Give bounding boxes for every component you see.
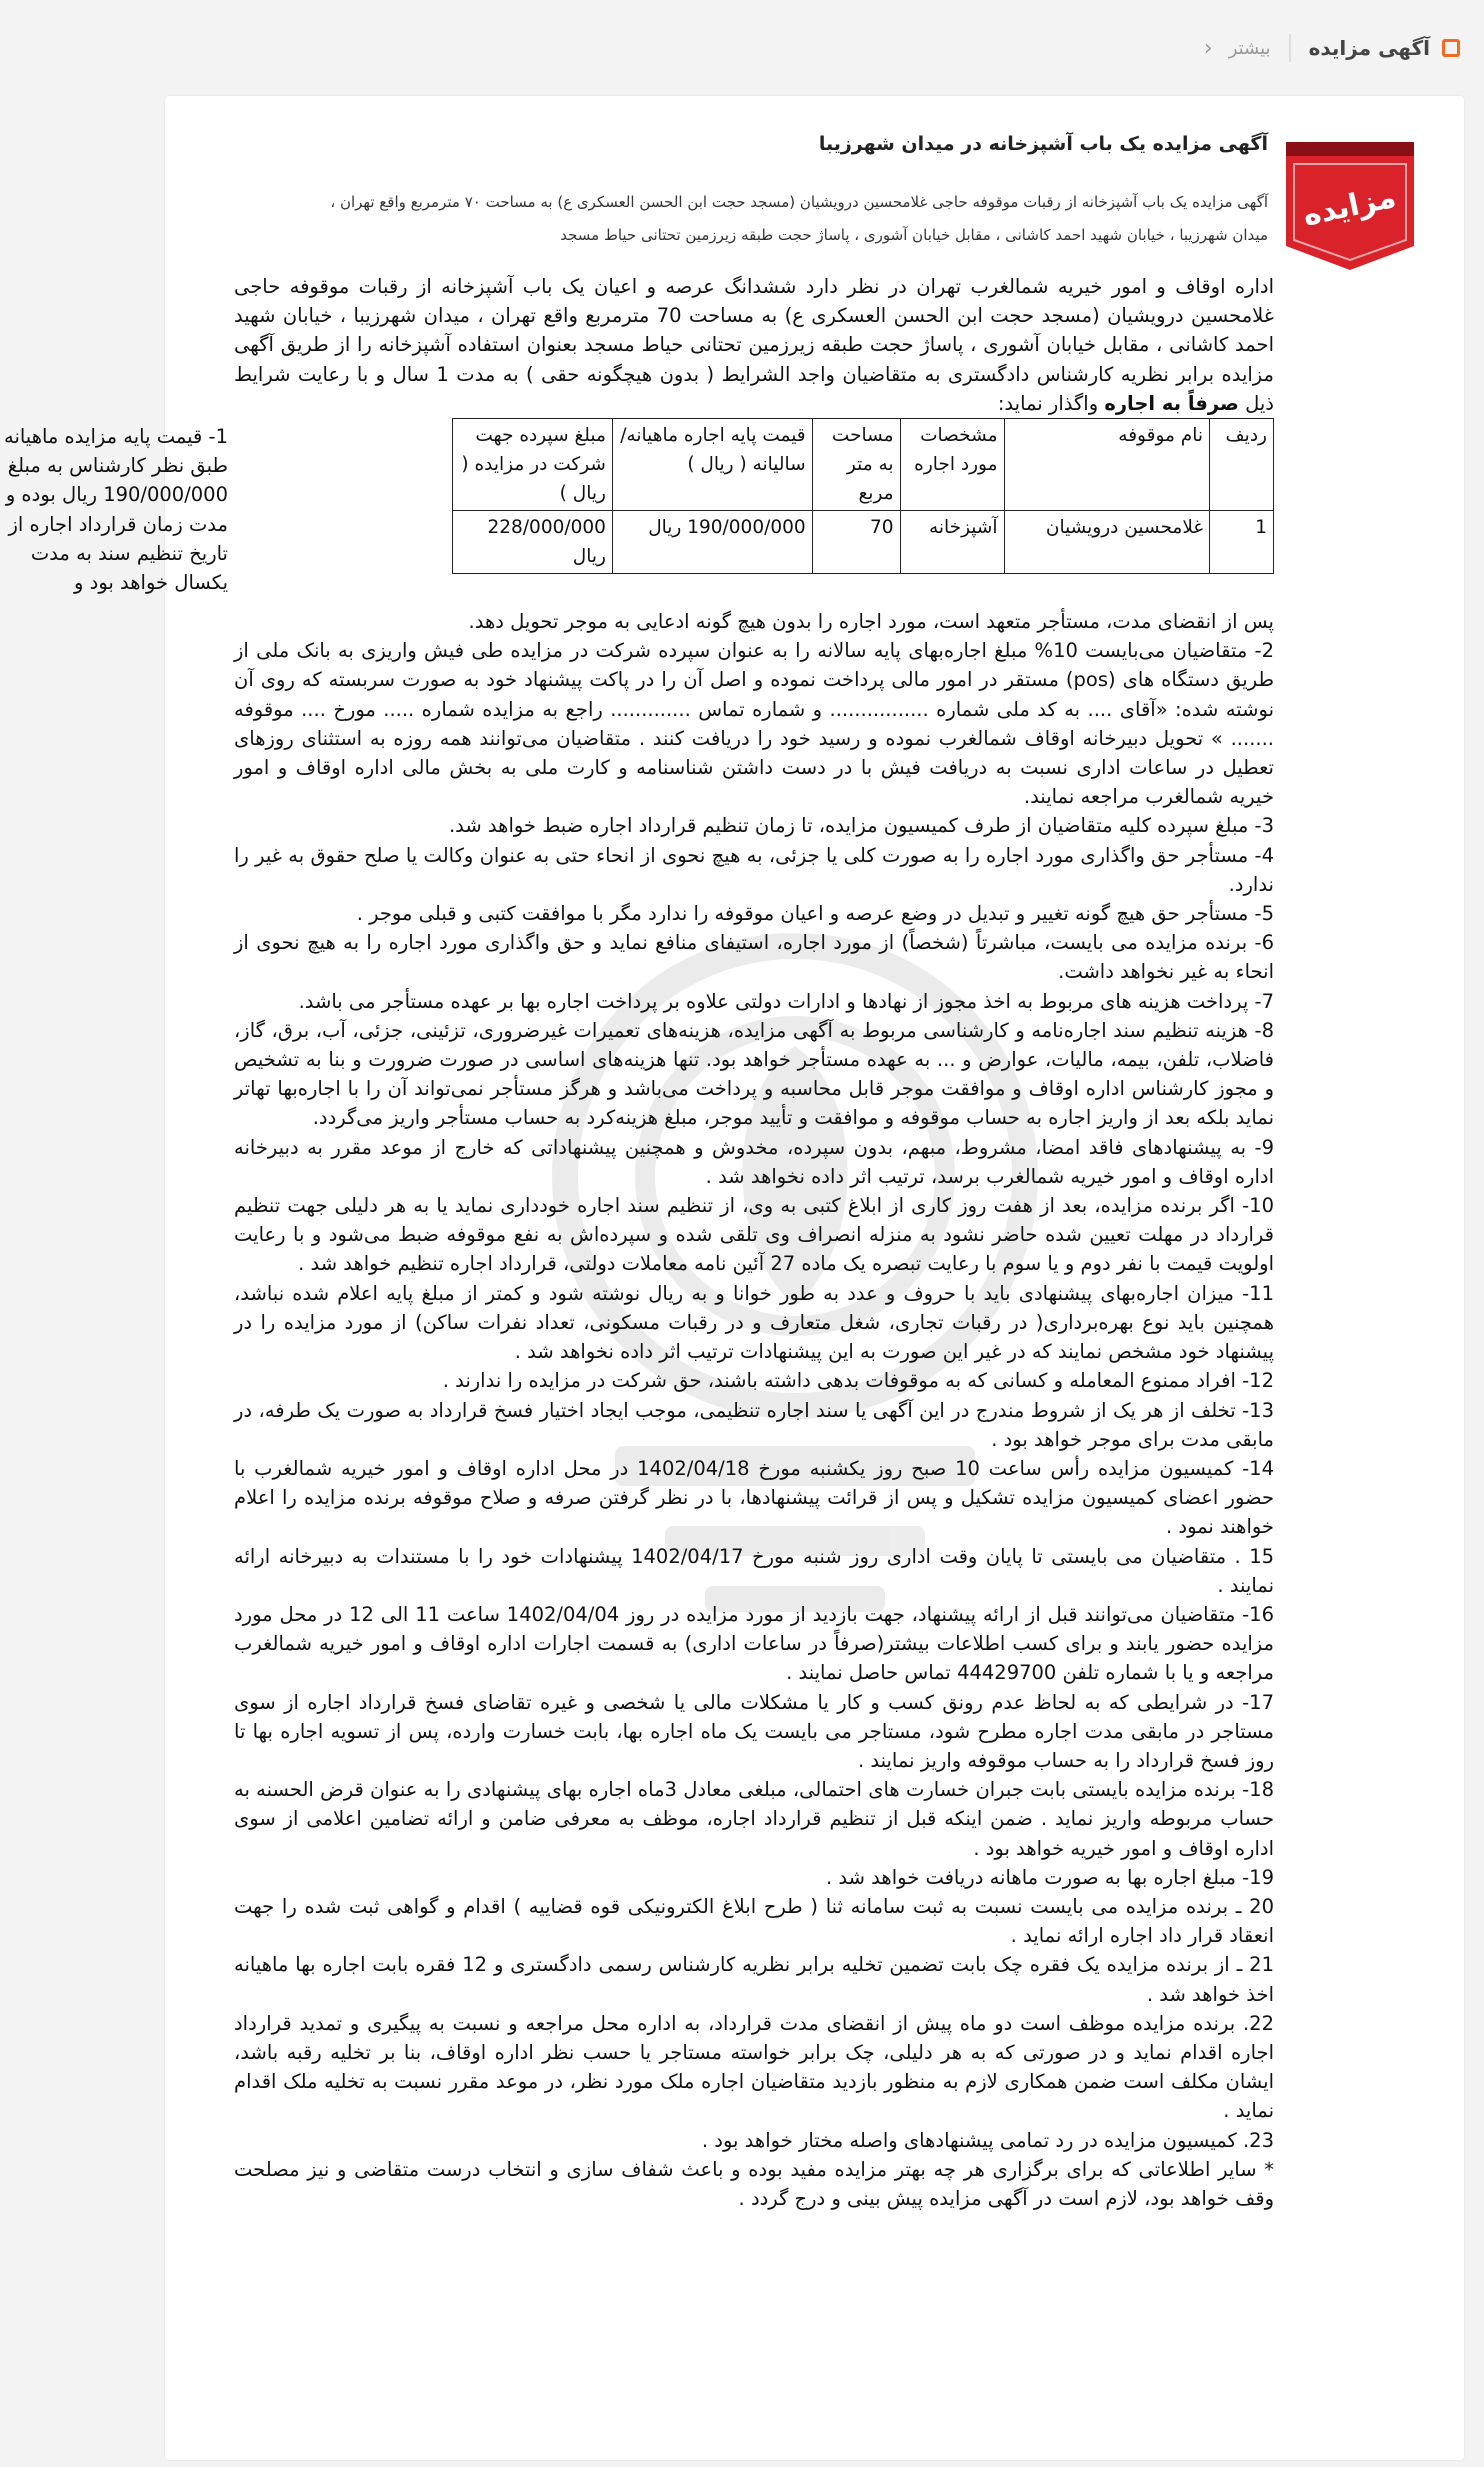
- clause-paragraph: 22. برنده مزایده موظف است دو ماه پیش از انقضای مدت قرارداد، به اداره محل مراجعه و نسبت به پیگیری و تمدید قرارداد اجاره اقدام نماید و در صورتی که به هر دلیلی، چک برابر خواسته مستاجر یا حسب نظر اداره اوقاف، بنا بر تخلیه رقبه باشد، ایشان مکلف است ضمن همکاری لازم به منظور بازدید متقاضیان اجاره ملک مورد نظر، در موعد مقرر نسبت به تخلیه ملک اقدام نماید .: [234, 2011, 1274, 2123]
- breadcrumb-divider: [1289, 34, 1291, 62]
- notice-icon: [1442, 39, 1460, 57]
- clause-paragraph: 9- به پیشنهادهای فاقد امضا، مشروط، مبهم، بدون سپرده، مخدوش و همچنین پیشنهاداتی که خارج از موعد مقرر به دبیرخانه اداره اوقاف و امور خیریه شمالغرب برسد، ترتیب اثر داده نخواهد شد .: [234, 1135, 1274, 1188]
- clause-paragraph: پس از انقضای مدت، مستأجر متعهد است، مورد اجاره را بدون هیچ گونه ادعایی به موجر تحویل دهد.: [468, 610, 1274, 634]
- table-cell: 70: [812, 511, 900, 574]
- notice-title: آگهی مزایده یک باب آشپزخانه در میدان شهرزیبا: [818, 133, 1268, 155]
- intro-paragraph: اداره اوقاف و امور خیریه شمالغرب تهران در نظر دارد ششدانگ عرصه و اعیان یک باب آشپزخانه از رقبات موقوفه حاجی غلامحسین درویشیان (مسجد حجت ابن الحسن العسکری ع) به مساحت 70 مترمربع واقع تهران ، میدان شهرزیبا ، خیابان شهید احمد کاشانی ، مقابل خیابان آشوری ، پاساژ حجت طبقه زیرزمین تحتانی حیاط مسجد بعنوان استفاده آشپزخانه را از طریق آگهی مزایده برابر نظریه کارشناس دادگستری به متقاضیان واجد الشرایط ( بدون هیچگونه حقی ) به مدت 1 سال و با رعایت شرایط ذیل صرفاً به اجاره واگذار نماید:: [234, 275, 1274, 415]
- clause-paragraph: 19- مبلغ اجاره بها به صورت ماهانه دریافت خواهد شد .: [826, 1865, 1274, 1889]
- clauses-list: [234, 607, 1274, 2213]
- clause-paragraph: 17- در شرایطی که به لحاظ عدم رونق کسب و کار یا مشکلات مالی یا شخصی و غیره تقاضای فسخ قرارداد اجاره از سوی مستاجر در مابقی مدت اجاره مطرح شود، مستاجر می بایست یک ماه اجاره بها، بابت خسارت وارده، پس از تسویه اجاره بها تا روز فسخ قرارداد را به حساب موقوفه واریز نمایند .: [234, 1690, 1274, 1772]
- clause-paragraph: 23. کمیسیون مزایده در رد تمامی پیشنهادهای واصله مختار خواهد بود .: [701, 2128, 1274, 2152]
- table-header-cell: مبلغ سپرده جهت شرکت در مزایده ( ریال ): [453, 419, 613, 511]
- table-header-cell: قیمت پایه اجاره ماهیانه/سالیانه ( ریال ): [612, 419, 812, 511]
- table-cell: 1: [1210, 511, 1274, 574]
- clause-paragraph: 7- پرداخت هزینه های مربوط به اخذ مجوز از نهادها و ادارات دولتی علاوه بر پرداخت اجاره بها بر عهده مستأجر می باشد.: [298, 989, 1274, 1013]
- table-header-cell: مشخصات مورد اجاره: [900, 419, 1004, 511]
- clause-paragraph: 8- هزینه تنظیم سند اجاره‌نامه و کارشناسی مربوط به آگهی مزایده، هزینه‌های تعمیرات غیرضروری، تزئینی، جزئی، آب، برق، گاز، فاضلاب، تلفن، بیمه، مالیات، عوارض و ... به عهده مستأجر خواهد بود. تنها هزینه‌های اساسی در صورت ضرورت و بنا به تشخیص و مجوز کارشناس اداره اوقاف و موافقت موجر قابل محاسبه و پرداخت می‌باشد و هرگز مستأجر نمی‌تواند آن را با اجاره‌بها تهاتر نماید بلکه بعد از واریز اجاره به حساب موقوفه و موافقت و تأیید موجر، مبلغ هزینه‌کرد به حساب مستأجر واریز می‌گردد.: [234, 1018, 1274, 1130]
- clause-paragraph: 10- اگر برنده مزایده، بعد از هفت روز کاری از ابلاغ کتبی به وی، از تنظیم سند اجاره خودداری نماید یا به هر دلیلی جهت تنظیم قرارداد در مهلت تعیین شده حاضر نشود به منزله انصراف وی تلقی شده و سپرده‌اش به نفع موقوفه ضبط می‌شود و با رعایت اولویت قیمت با نفر دوم و یا سوم با رعایت تبصره یک ماده 27 آئین نامه معاملات دولتی، قرارداد اجاره تنظیم خواهد شد .: [234, 1194, 1274, 1276]
- badge-label: مزایده: [1299, 179, 1400, 234]
- clause-paragraph: 14- کمیسیون مزایده رأس ساعت 10 صبح روز یکشنبه مورخ 1402/04/18 در محل اداره اوقاف و امور خیریه شمالغرب با حضور اعضای کمیسیون مزایده تشکیل و پس از قرائت پیشنهادها، با در نظر گرفتن صرفه و صلاح موقوفه برنده مزایده را اعلام خواهند نمود .: [234, 1456, 1274, 1539]
- table-cell: 228/000/000 ریال: [453, 511, 613, 574]
- lease-table-area: [3, 418, 1274, 605]
- summary-line-1: آگهی مزایده یک باب آشپزخانه از رقبات موقوفه حاجی غلامحسین درویشیان (مسجد حجت ابن الحسن العسکری ع) به مساحت ۷۰ مترمربع واقع تهران ،: [330, 193, 1268, 211]
- table-row: [453, 511, 1274, 574]
- notice-body: [3, 272, 1275, 2213]
- table-header-cell: مساحت به متر مربع: [812, 419, 900, 511]
- clause-paragraph: 15 . متقاضیان می بایستی تا پایان وقت اداری روز شنبه مورخ 1402/04/17 پیشنهادات خود را با مستندات به دبیرخانه ارائه نمایند .: [234, 1544, 1275, 1597]
- table-cell: 190/000/000 ریال: [612, 511, 812, 574]
- lease-table: [452, 418, 1274, 574]
- breadcrumb-home[interactable]: آگهی مزایده: [1308, 36, 1430, 60]
- breadcrumb-bar: [145, 0, 1484, 96]
- clause-paragraph: 3- مبلغ سپرده کلیه متقاضیان از طرف کمیسیون مزایده، تا زمان تنظیم قرارداد اجاره ضبط خواهد شد.: [448, 814, 1274, 838]
- clause-paragraph: 2- متقاضیان می‌بایست 10% مبلغ اجاره‌بهای پایه سالانه را به عنوان سپرده شرکت در مزایده طی فیش واریزی به بانک ملی از طریق دستگاه های (pos) مستقر در امور مالی پرداخت نموده و اصل آن را در پاکت پیشنهاد خود به صورت سربسته که روی آن نوشته شده: «آقای .... به کد ملی شماره ................ و شماره تماس ............. راجع به مزایده شماره ..... مورخ .... موقوفه ....... » تحویل دبیرخانه اوقاف شمالغرب نموده و رسید خود را دریافت کنند . متقاضیان می‌توانند همه روزه به استثنای روزهای تعطیل در ساعات اداری نسبت به دریافت فیش با در دست داشتن شناسنامه و کارت ملی به بخش مالی اداره اوقاف و امور خیریه شمالغرب مراجعه نمایند.: [234, 639, 1275, 809]
- clause-paragraph: 5- مستأجر حق هیچ گونه تغییر و تبدیل در وضع عرصه و اعیان موقوفه را ندارد مگر با موافقت کتبی و قبلی موجر .: [356, 902, 1274, 926]
- table-cell: آشپزخانه: [900, 511, 1004, 574]
- clause-1-note: 1- قیمت پایه مزایده ماهیانه طبق نظر کارشناس به مبلغ 190/000/000 ریال بوده و مدت زمان قرارداد اجاره از تاریخ تنظیم سند به مدت یکسال خواهد بود و: [3, 425, 228, 595]
- clause-paragraph: 18- برنده مزایده بایستی بابت جبران خسارت های احتمالی، مبلغی معادل 3ماه اجاره بهای پیشنهادی را به عنوان قرض الحسنه به حساب مربوطه واریز نماید . ضمن اینکه قبل از تنظیم قرارداد اجاره، موظف به معرفی ضامن و ارائه تضامین اعلامی از سوی اداره اوقاف و امور خیریه خواهد بود .: [234, 1778, 1274, 1860]
- clause-paragraph: * سایر اطلاعاتی که برای برگزاری هر چه بهتر مزایده مفید بوده و باعث شفاف سازی و انتخاب درست متقاضی و نیز مصلحت وقف خواهد بود، لازم است در آگهی مزایده پیش بینی و درج گردد .: [234, 2157, 1274, 2210]
- table-header-cell: ردیف: [1210, 419, 1274, 511]
- clause-paragraph: 12- افراد ممنوع المعامله و کسانی که به موقوفات بدهی داشته باشند، حق شرکت در مزایده را ندارند .: [442, 1369, 1274, 1393]
- notice-summary: [208, 186, 1268, 252]
- chevron-left-icon[interactable]: ‹: [1203, 35, 1213, 61]
- auction-badge: [1280, 134, 1420, 274]
- breadcrumb-more-link[interactable]: بیشتر: [1228, 37, 1271, 59]
- clause-paragraph: 20 ـ برنده مزایده می بایست نسبت به ثبت سامانه ثنا ( طرح ابلاغ الکترونیکی قوه قضاییه ) اقدام و گواهی ثبت شده را جهت انعقاد قرار داد اجاره ارائه نماید .: [234, 1894, 1274, 1948]
- table-header-row: [453, 419, 1274, 511]
- table-header-cell: نام موقوفه: [1004, 419, 1210, 511]
- notice-card: [3, 96, 1464, 2460]
- clause-paragraph: 6- برنده مزایده می بایست، مباشرتاً (شخصاً) از مورد اجاره، استیفای منافع نماید و حق واگذاری مورد اجاره را به هیچ نحوی از انحاء به غیر نخواهد داشت.: [234, 931, 1274, 984]
- clause-paragraph: 16- متقاضیان می‌توانند قبل از ارائه پیشنهاد، جهت بازدید از مورد مزایده در روز 1402/04/04 ساعت 11 الی 12 در محل مورد مزایده حضور یابند و برای کسب اطلاعات بیشتر(صرفاً در ساعات اداری) به قسمت اجارات اداره اوقاف و امور خیریه شمالغرب مراجعه و یا با شماره تلفن 44429700 تماس حاصل نمایند .: [234, 1602, 1274, 1685]
- clause-paragraph: 21 ـ از برنده مزایده یک فقره چک بابت تضمین تخلیه برابر نظریه کارشناس رسمی دادگستری و 12 فقره بابت اجاره بها ماهیانه اخذ خواهد شد .: [234, 1953, 1274, 2006]
- summary-line-2: میدان شهرزیبا ، خیابان شهید احمد کاشانی ، مقابل خیابان آشوری ، پاساژ حجت طبقه زیرزمین تحتانی حیاط مسجد: [560, 226, 1268, 244]
- clause-paragraph: 13- تخلف از هر یک از شروط مندرج در این آگهی یا سند اجاره تنظیمی، موجب ایجاد اختیار فسخ قرارداد به صورت یک طرفه، در مابقی مدت برای موجر خواهد بود .: [234, 1398, 1274, 1451]
- intro-bold: صرفاً به اجاره: [1104, 391, 1239, 415]
- clause-paragraph: 11- میزان اجاره‌بهای پیشنهادی باید با حروف و عدد به طور خوانا و به ریال نوشته شود و کمتر از مبلغ پایه اعلام شده نباشد، همچنین باید نوع بهره‌برداری( در رقبات تجاری، شغل متعارف و در رقبات مسکونی، تعداد نفرات ساکن) از مورد مزایده را در پیشنهاد خود مشخص نمایند که در غیر این صورت به این پیشنهادات ترتیب اثر داده نخواهد شد .: [234, 1281, 1274, 1364]
- clause-paragraph: 4- مستأجر حق واگذاری مورد اجاره را به صورت کلی یا جزئی، به هیچ نحوی از انحاء حتی به عنوان وکالت یا صلح حقوق به غیر را ندارد.: [234, 843, 1274, 896]
- table-cell: غلامحسین درویشیان: [1004, 511, 1210, 574]
